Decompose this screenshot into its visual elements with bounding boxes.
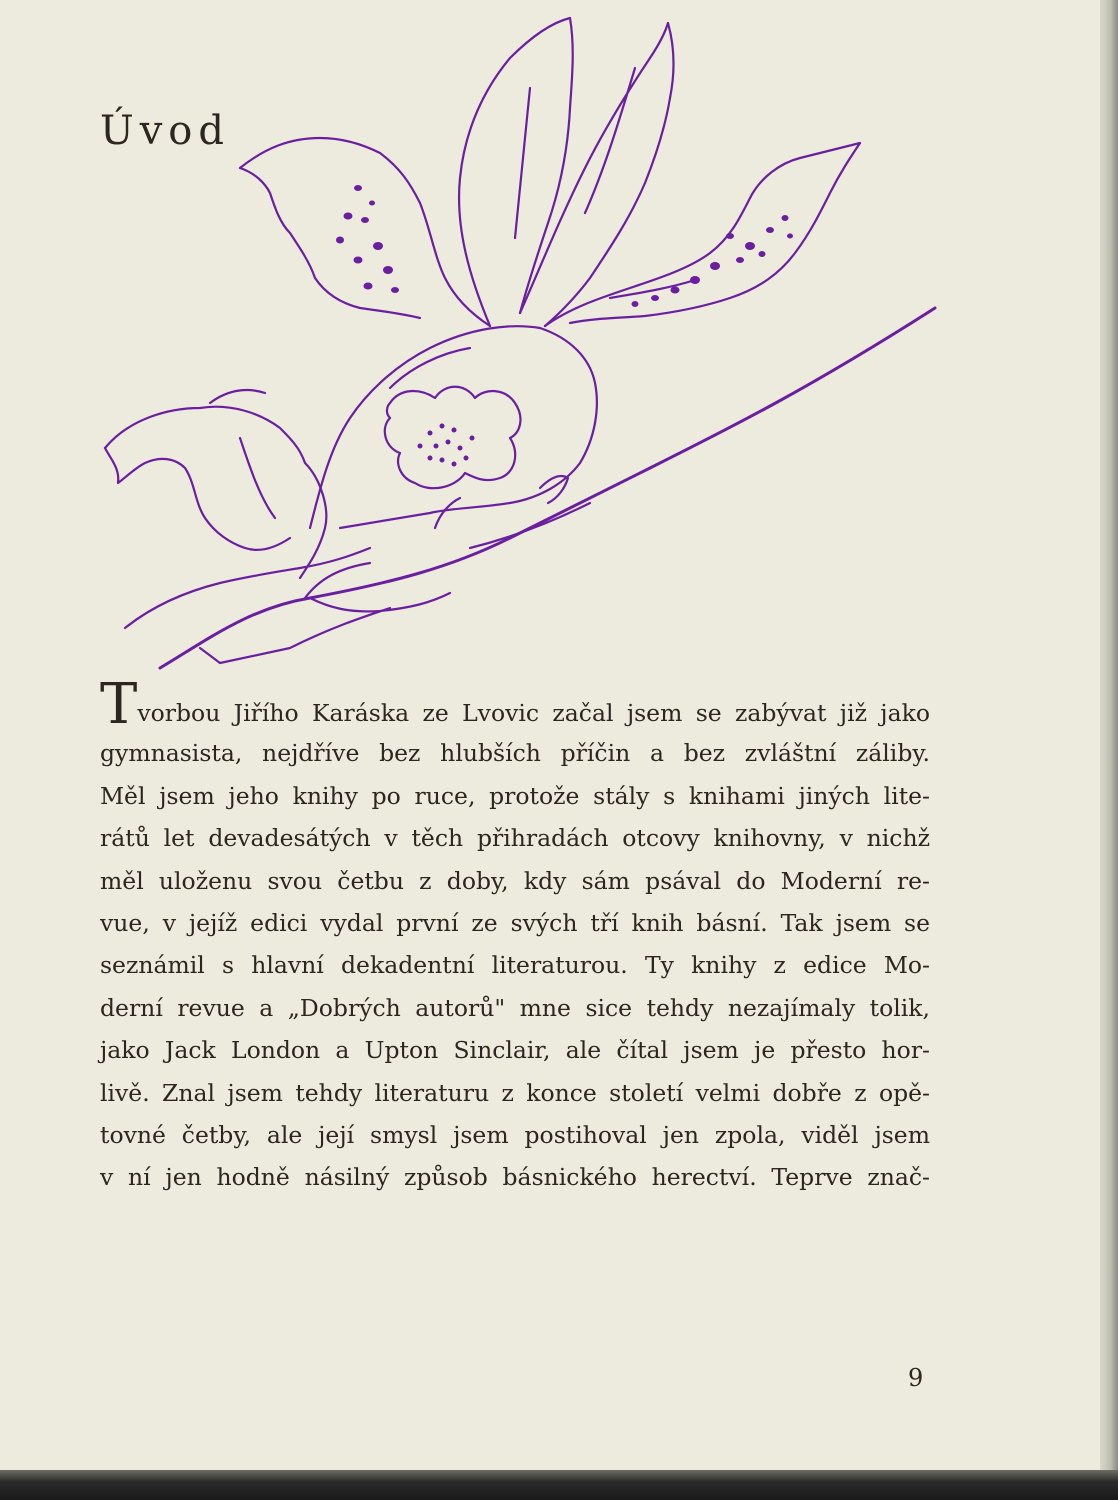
page-edge [1100, 0, 1118, 1500]
text-line: měl uloženu svou četbu z doby, kdy sám psával do Moderní re- [100, 866, 930, 895]
text-line: Tvorbou Jiřího Karáska ze Lvovic začal jsem se zabývat již jako [100, 672, 930, 737]
text-line: derní revue a „Dobrých autorů" mne sice tehdy nezajímaly tolik, [100, 993, 930, 1022]
text-line: vue, v jejíž edici vydal první ze svých tří knih básní. Tak jsem se [100, 908, 930, 937]
text-line: livě. Znal jsem tehdy literaturu z konce století velmi dobře z opě- [100, 1078, 930, 1107]
text-line: Měl jsem jeho knihy po ruce, protože stály s knihami jiných lite- [100, 781, 930, 810]
page-number: 9 [908, 1364, 924, 1392]
drop-cap: T [100, 672, 138, 737]
text-line: tovné četby, ale její smysl jsem postihoval jen zpola, viděl jsem [100, 1120, 930, 1149]
text-line: seznámil s hlavní dekadentní literaturou. Ty knihy z edice Mo- [100, 951, 930, 980]
orchid-illustration [90, 8, 950, 688]
body-paragraph [100, 672, 930, 1199]
text-line: rátů let devadesátých v těch přihradách otcovy knihovny, v nichž [100, 824, 930, 853]
text-line: jako Jack London a Upton Sinclair, ale čítal jsem je přesto hor- [100, 1036, 930, 1065]
chapter-heading: Úvod [100, 108, 230, 154]
page-edge-bottom [0, 1470, 1118, 1500]
text-line: v ní jen hodně násilný způsob básnického herectví. Teprve znač- [100, 1163, 930, 1192]
text-line: gymnasista, nejdříve bez hlubších příčin a bez zvláštní záliby. [100, 739, 930, 768]
